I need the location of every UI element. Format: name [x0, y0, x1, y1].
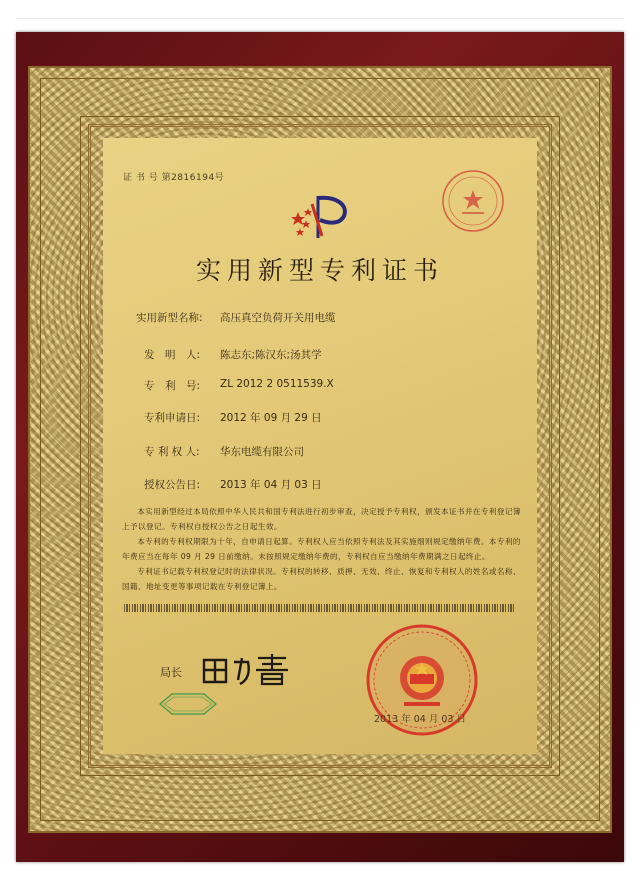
barcode-strip: [124, 604, 514, 612]
paragraph-grant: 本实用新型经过本局依照中华人民共和国专利法进行初步审查，决定授予专利权，颁发本证书并在专利登记簿上予以登记。专利权自授权公告之日起生效。: [122, 507, 521, 531]
green-copy-stamp-icon: [156, 692, 220, 716]
paragraph-term: 本专利的专利权期限为十年，自申请日起算。专利权人应当依照专利法及其实施细则规定缴纳年费。本专利的年费应当在每年 09 月 29 日前缴纳。未按照规定缴纳年费的，专利权自应当缴纳年费期满之日起终止。: [122, 537, 521, 561]
field-label-inventor: 发 明 人:: [144, 349, 201, 361]
small-red-seal-icon: [440, 168, 506, 234]
field-value-patent-number: ZL 2012 2 0511539.X: [220, 378, 334, 390]
top-divider: [16, 18, 624, 19]
field-value-name: 高压真空负荷开关用电缆: [220, 312, 336, 324]
field-value-grant-date: 2013 年 04 月 03 日: [220, 479, 322, 491]
patent-office-logo-icon: [288, 190, 352, 244]
director-signature: [198, 650, 294, 688]
field-value-patentee: 华东电缆有限公司: [220, 446, 304, 458]
field-label-filing-date: 专利申请日:: [144, 412, 201, 424]
field-label-patentee: 专 利 权 人:: [144, 446, 200, 458]
director-label: 局长: [160, 666, 182, 679]
issue-date: 2013 年 04 月 03 日: [374, 714, 466, 725]
field-label-patent-number: 专 利 号:: [144, 380, 201, 392]
field-value-filing-date: 2012 年 09 月 29 日: [220, 412, 322, 424]
certificate-title: 实用新型专利证书: [195, 256, 444, 285]
paragraph-record: 专利证书记载专利权登记时的法律状况。专利权的转移、质押、无效、终止、恢复和专利权人的姓名或名称、国籍、地址变更等事项记载在专利登记簿上。: [122, 567, 521, 591]
certificate-number: 证 书 号 第2816194号: [123, 173, 225, 183]
field-label-grant-date: 授权公告日:: [144, 479, 201, 491]
field-value-inventor: 陈志东;陈汉东;汤其学: [220, 349, 322, 361]
field-label-name: 实用新型名称:: [136, 312, 203, 324]
